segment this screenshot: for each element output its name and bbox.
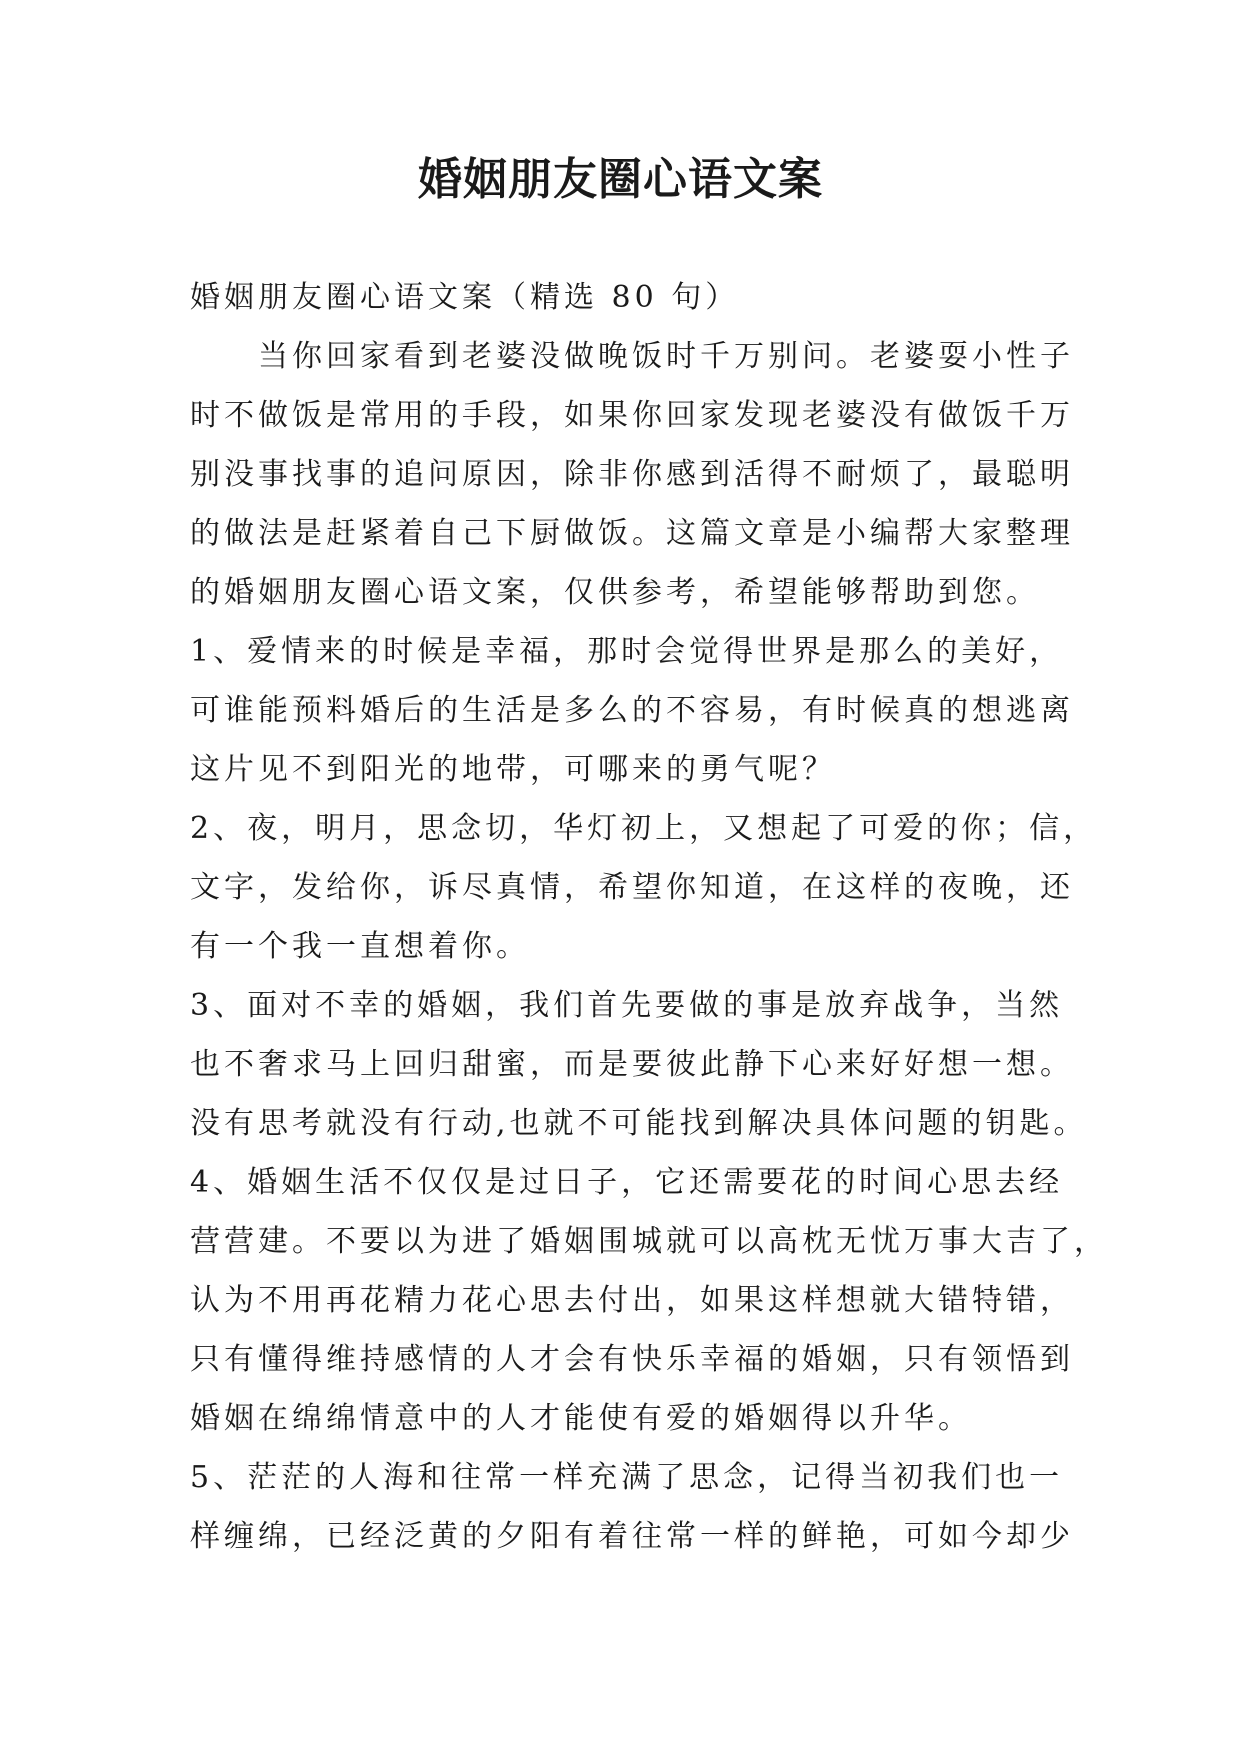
quote-2-line: 有一个我一直想着你。 xyxy=(190,929,530,964)
quote-4-line: 只有懂得维持感情的人才会有快乐幸福的婚姻，只有领悟到 xyxy=(190,1342,1074,1377)
document-body xyxy=(190,268,1108,1566)
quote-3-line: 3、面对不幸的婚姻，我们首先要做的事是放弃战争，当然 xyxy=(190,988,1064,1023)
intro-line: 时不做饭是常用的手段，如果你回家发现老婆没有做饭千万 xyxy=(190,398,1074,433)
quote-2-line: 2、夜，明月，思念切，华灯初上，又想起了可爱的你；信， xyxy=(190,811,1098,846)
intro-line: 当你回家看到老婆没做晚饭时千万别问。老婆耍小性子 xyxy=(190,339,1074,374)
intro-line: 的做法是赶紧着自己下厨做饭。这篇文章是小编帮大家整理 xyxy=(190,516,1074,551)
quote-4-line: 认为不用再花精力花心思去付出，如果这样想就大错特错， xyxy=(190,1283,1074,1318)
quote-3-line: 也不奢求马上回归甜蜜，而是要彼此静下心来好好想一想。 xyxy=(190,1047,1074,1082)
intro-line: 的婚姻朋友圈心语文案，仅供参考，希望能够帮助到您。 xyxy=(190,575,1040,610)
quote-2-line: 文字，发给你，诉尽真情，希望你知道，在这样的夜晚，还 xyxy=(190,870,1074,905)
quote-1-line: 可谁能预料婚后的生活是多么的不容易，有时候真的想逃离 xyxy=(190,693,1074,728)
document-title: 婚姻朋友圈心语文案 xyxy=(418,154,823,205)
intro-line: 别没事找事的追问原因，除非你感到活得不耐烦了，最聪明 xyxy=(190,457,1074,492)
subtitle-line: 婚姻朋友圈心语文案（精选 80 句） xyxy=(190,280,740,315)
quote-3-line: 没有思考就没有行动,也就不可能找到解决具体问题的钥匙。 xyxy=(190,1106,1088,1141)
quote-4-line: 4、婚姻生活不仅仅是过日子，它还需要花的时间心思去经 xyxy=(190,1165,1064,1200)
quote-1-line: 这片见不到阳光的地带，可哪来的勇气呢？ xyxy=(190,752,836,787)
quote-4-line: 婚姻在绵绵情意中的人才能使有爱的婚姻得以升华。 xyxy=(190,1401,972,1436)
quote-4-line: 营营建。不要以为进了婚姻围城就可以高枕无忧万事大吉了， xyxy=(190,1224,1108,1259)
quote-5-line: 5、茫茫的人海和往常一样充满了思念，记得当初我们也一 xyxy=(190,1460,1064,1495)
quote-5-line: 样缠绵，已经泛黄的夕阳有着往常一样的鲜艳，可如今却少 xyxy=(190,1519,1074,1554)
quote-1-line: 1、爱情来的时候是幸福，那时会觉得世界是那么的美好， xyxy=(190,634,1064,669)
